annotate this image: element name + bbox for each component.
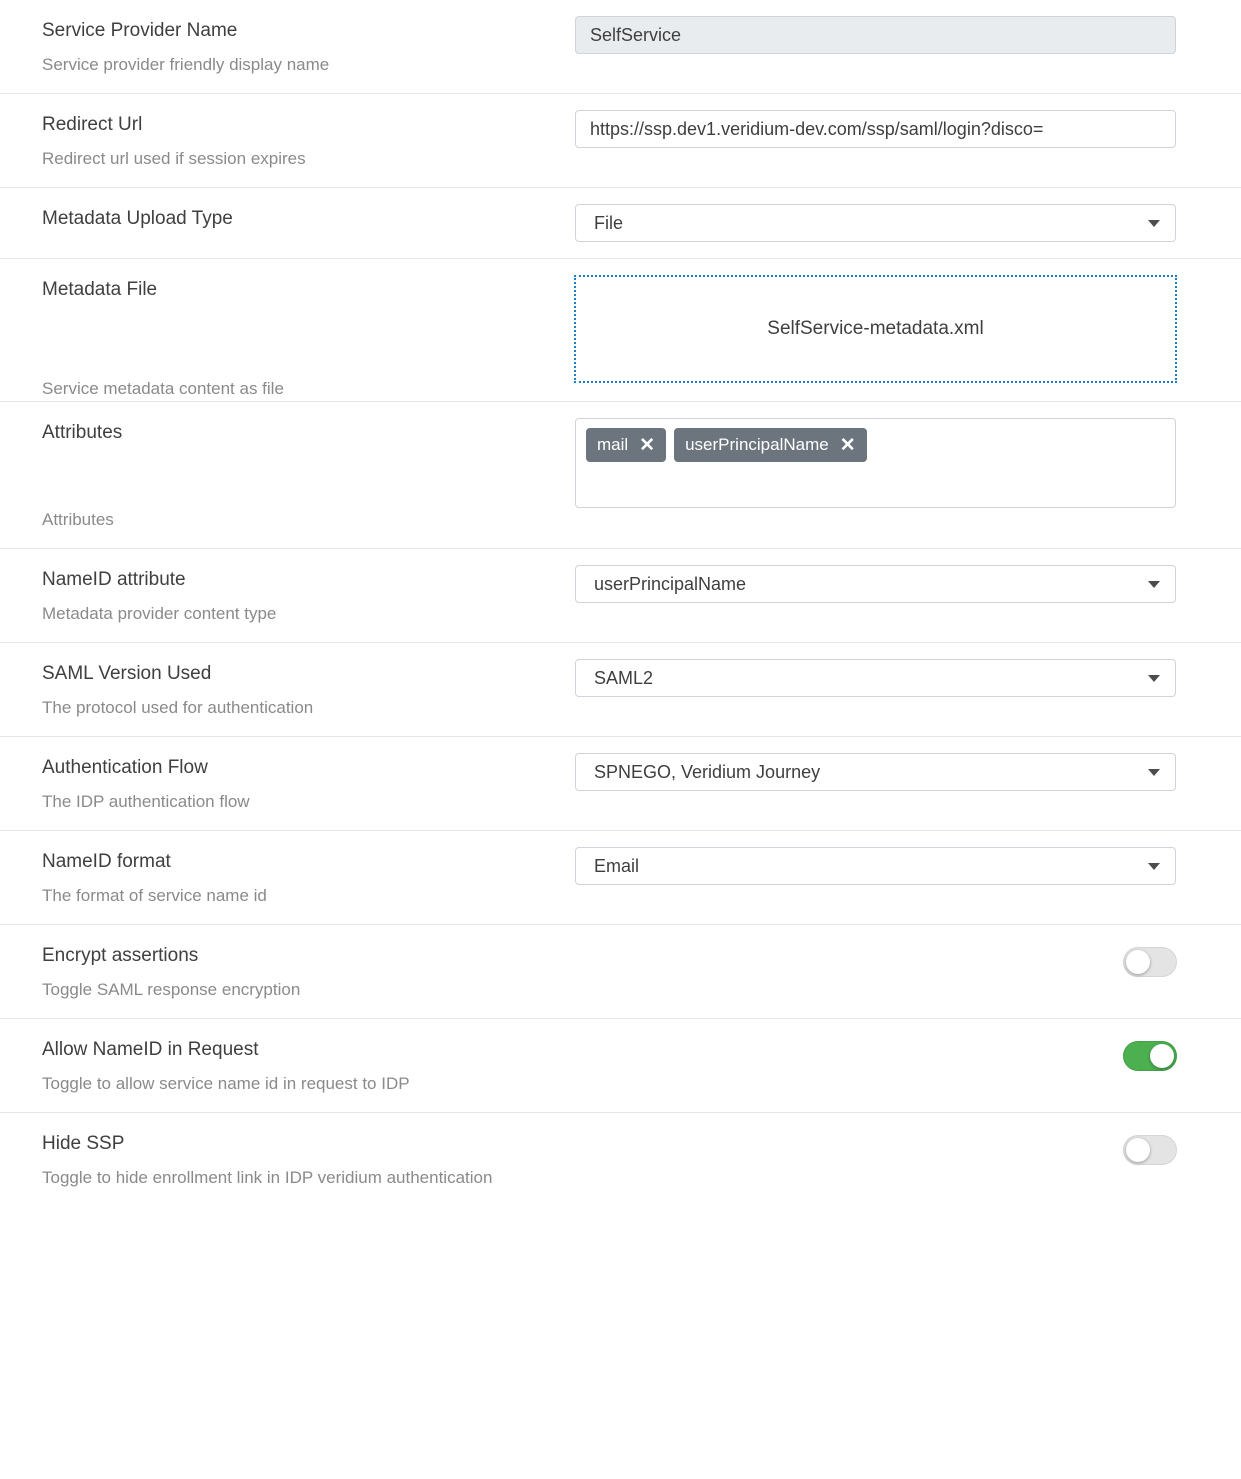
field-label-group	[0, 643, 534, 736]
field-control	[534, 737, 1241, 807]
field-label-group	[0, 831, 534, 924]
metadata-file-name: SelfService-metadata.xml	[767, 318, 984, 339]
field-control	[534, 925, 1241, 993]
field-title: Metadata Upload Type	[42, 208, 233, 229]
toggle-knob	[1126, 950, 1150, 974]
field-label-group	[0, 259, 533, 401]
field-description: Redirect url used if session expires	[42, 149, 306, 168]
field-description: Metadata provider content type	[42, 604, 277, 623]
form-row-attributes	[0, 402, 1241, 549]
allow-nameid-in-request-toggle[interactable]	[1123, 1041, 1177, 1071]
field-control	[534, 831, 1241, 901]
field-title: Redirect Url	[42, 114, 143, 135]
close-icon[interactable]: ✕	[639, 434, 656, 456]
field-description: The protocol used for authentication	[42, 698, 314, 717]
field-description: The format of service name id	[42, 886, 267, 905]
field-label-group	[0, 94, 534, 187]
form-row-allow-nameid-in-request	[0, 1019, 1241, 1113]
field-title: Metadata File	[42, 279, 158, 300]
select-value: SAML2	[575, 659, 1176, 697]
field-control	[534, 1113, 1241, 1181]
field-description: Toggle SAML response encryption	[42, 980, 301, 999]
nameid-format-select[interactable]	[575, 847, 1176, 885]
form-row-nameid-attribute	[0, 549, 1241, 643]
field-control	[534, 188, 1241, 258]
field-title: Allow NameID in Request	[42, 1039, 259, 1060]
chevron-down-icon	[1148, 220, 1160, 227]
field-label-group	[0, 0, 534, 93]
field-label-group	[0, 402, 534, 548]
attribute-chip[interactable]	[586, 428, 666, 462]
attribute-chip-label: userPrincipalName	[685, 435, 829, 454]
field-description: Service provider friendly display name	[42, 55, 330, 74]
metadata-file-dropzone[interactable]	[574, 275, 1177, 383]
select-value: File	[575, 204, 1176, 242]
form-row-service-provider-name	[0, 0, 1241, 94]
nameid-attribute-select[interactable]	[575, 565, 1176, 603]
hide-ssp-toggle[interactable]	[1123, 1135, 1177, 1165]
service-provider-name-input[interactable]	[575, 16, 1176, 54]
form-row-encrypt-assertions	[0, 925, 1241, 1019]
field-control	[533, 259, 1241, 399]
chevron-down-icon	[1148, 675, 1160, 682]
chevron-down-icon	[1148, 863, 1160, 870]
field-description: The IDP authentication flow	[42, 792, 250, 811]
field-title: NameID format	[42, 851, 171, 872]
chevron-down-icon	[1148, 581, 1160, 588]
field-label-group	[0, 1019, 534, 1112]
field-control	[534, 402, 1241, 524]
form-row-saml-version	[0, 643, 1241, 737]
encrypt-assertions-toggle[interactable]	[1123, 947, 1177, 977]
saml-version-select[interactable]	[575, 659, 1176, 697]
form-row-metadata-upload-type	[0, 188, 1241, 259]
form-row-nameid-format	[0, 831, 1241, 925]
field-title: Authentication Flow	[42, 757, 208, 778]
field-control	[534, 549, 1241, 619]
field-control	[534, 1019, 1241, 1087]
chevron-down-icon	[1148, 769, 1160, 776]
close-icon[interactable]: ✕	[839, 434, 856, 456]
form-row-redirect-url	[0, 94, 1241, 188]
field-description: Service metadata content as file	[42, 379, 284, 398]
field-label-group	[0, 188, 534, 248]
field-title: Hide SSP	[42, 1133, 125, 1154]
field-control	[534, 0, 1241, 70]
field-title: SAML Version Used	[42, 663, 212, 684]
metadata-upload-type-select[interactable]	[575, 204, 1176, 242]
field-label-group	[0, 549, 534, 642]
field-label-group	[0, 925, 534, 1018]
select-value: SPNEGO, Veridium Journey	[575, 753, 1176, 791]
field-title: NameID attribute	[42, 569, 186, 590]
toggle-knob	[1150, 1044, 1174, 1068]
field-title: Attributes	[42, 422, 123, 443]
form-row-metadata-file	[0, 259, 1241, 402]
attribute-chip-label: mail	[597, 435, 629, 454]
field-control	[534, 643, 1241, 713]
form-row-hide-ssp	[0, 1113, 1241, 1206]
attribute-chip[interactable]	[674, 428, 867, 462]
toggle-knob	[1126, 1138, 1150, 1162]
select-value: Email	[575, 847, 1176, 885]
form-row-authentication-flow	[0, 737, 1241, 831]
redirect-url-input[interactable]	[575, 110, 1176, 148]
field-description: Toggle to allow service name id in request to IDP	[42, 1074, 410, 1093]
attributes-chips-input[interactable]	[575, 418, 1176, 508]
field-title: Service Provider Name	[42, 20, 238, 41]
field-label-group	[0, 737, 534, 830]
authentication-flow-select[interactable]	[575, 753, 1176, 791]
select-value: userPrincipalName	[575, 565, 1176, 603]
field-control	[534, 94, 1241, 164]
field-label-group	[0, 1113, 534, 1206]
field-description: Toggle to hide enrollment link in IDP veridium authentication	[42, 1168, 493, 1187]
field-title: Encrypt assertions	[42, 945, 199, 966]
field-description: Attributes	[42, 510, 114, 529]
